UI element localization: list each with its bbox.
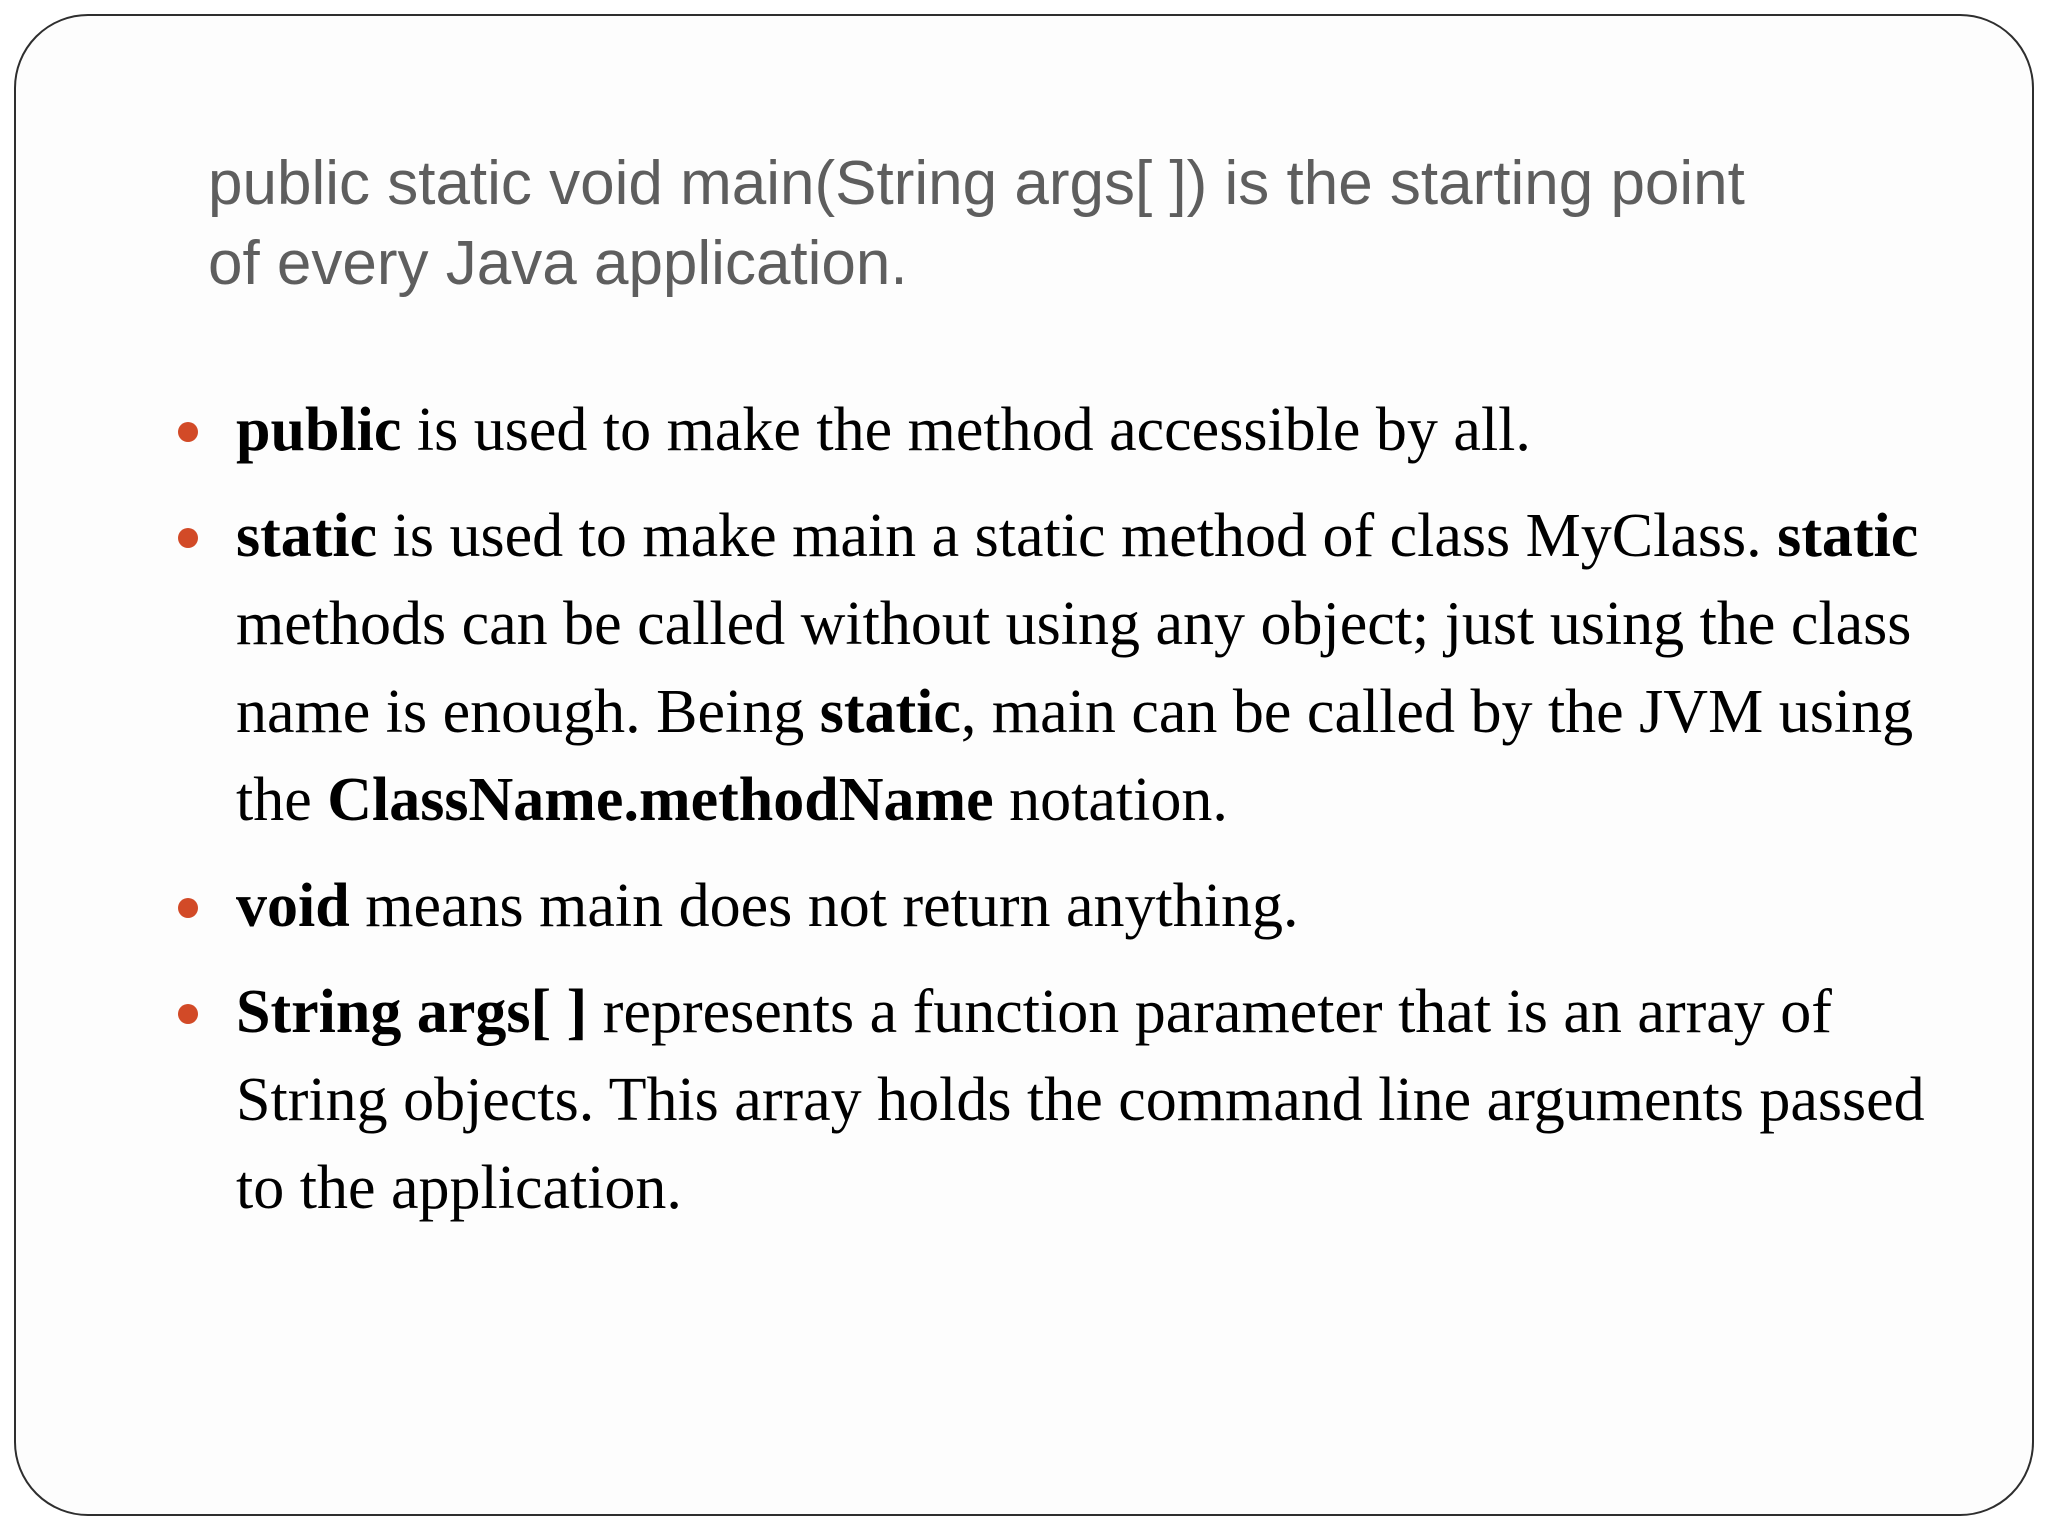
keyword-text: static [236, 502, 378, 570]
bullet-text: methods can be called without using any object; just using the class name is enough. Being [236, 590, 1912, 746]
bullet-dot-icon [178, 422, 198, 442]
keyword-text: ClassName.methodName [327, 766, 994, 834]
bullet-text: represents a function parameter that is an array of String objects. This array holds the command line arguments passed to the application. [236, 978, 1925, 1222]
bullet-text: means main does not return anything. [349, 872, 1299, 940]
keyword-text: public [236, 396, 402, 464]
bullet-item-public [176, 386, 1956, 474]
bullet-dot-icon [178, 528, 198, 548]
bullet-item-static [176, 492, 1956, 844]
bullet-text: notation. [993, 766, 1228, 834]
bullet-item-string-args [176, 968, 1956, 1232]
bullet-text: is used to make main a static method of class MyClass. [377, 502, 1778, 570]
bullet-text: , main can be called by the JVM using the [236, 678, 1914, 834]
slide-title: public static void main(String args[ ]) is the starting point of every Java application. [208, 149, 1745, 298]
bullet-item-void [176, 862, 1956, 950]
keyword-text: static [819, 678, 961, 746]
keyword-text: String args[ ] [236, 978, 588, 1046]
bullet-text: is used to make the method accessible by all. [401, 396, 1531, 464]
bullet-dot-icon [178, 1004, 198, 1024]
keyword-text: void [236, 872, 350, 940]
bullet-dot-icon [178, 898, 198, 918]
slide-frame [14, 14, 2034, 1516]
bullet-list [176, 386, 1956, 1250]
keyword-text: static [1777, 502, 1919, 570]
